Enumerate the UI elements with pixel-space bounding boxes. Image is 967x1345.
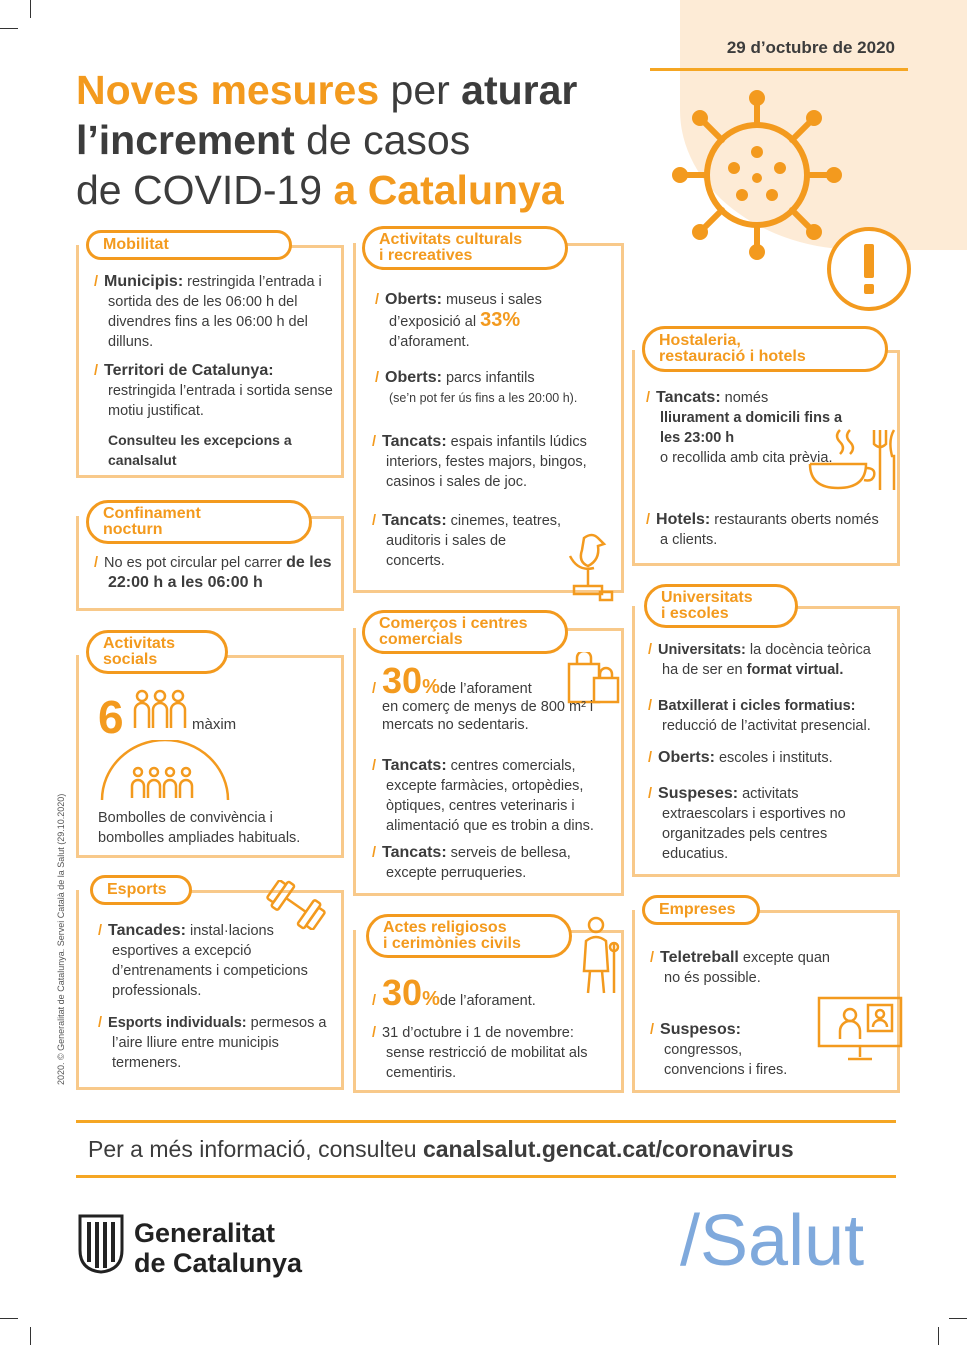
cultura-item-museus: / Oberts: museus i sales d’exposició al 33% d’aforament. [375, 291, 542, 350]
footer-link[interactable]: canalsalut.gencat.cat/coronavirus [422, 1136, 794, 1162]
warning-icon [826, 226, 912, 312]
theater-statue-icon [562, 530, 618, 606]
confinament-heading: Confinament nocturn [86, 500, 312, 544]
cup-cutlery-icon [800, 426, 900, 494]
comerc-item-aforament: / 30%de l’aforament en comerç de menys de 800 m² i mercats no sedentaris. [372, 660, 594, 733]
empreses-item-suspesos: / Suspesos: congressos, convencions i fires. [650, 1021, 788, 1078]
mobilitat-item-territori: / Territori de Catalunya: restringida l’entrada i sortida sense motiu justificat. [94, 362, 333, 419]
footer-divider-bottom [76, 1175, 896, 1178]
religiosos-item-aforament: / 30%de l’aforament. [372, 972, 536, 1013]
footer-info: Per a més informació, consulteu canalsalut.gencat.cat/coronavirus [88, 1136, 794, 1162]
esports-heading: Esports [90, 875, 192, 905]
hostaleria-item-hotels: / Hotels: restaurants oberts només a clients. [646, 511, 879, 548]
confinament-text: / No es pot circular pel carrer de les 22:00 h a les 06:00 h [94, 554, 332, 591]
virus-icon [672, 90, 842, 260]
comerc-item-centres: / Tancats: centres comercials, excepte farmàcies, ortopèdies, òptiques, centres veterinaris i alimentació que es trobin a dins. [372, 757, 594, 834]
universitats-item-oberts: / Oberts: escoles i instituts. [648, 749, 833, 766]
mobilitat-heading: Mobilitat [86, 230, 292, 260]
copyright-credit: 2020. © Generalitat de Catalunya. Servei Català de la Salut (29.10.2020) [56, 793, 66, 1085]
page-title: Noves mesures per aturar l’increment de casos de COVID-19 a Catalunya [76, 67, 578, 213]
bubble-people-icon [100, 740, 230, 802]
video-call-icon [816, 995, 904, 1065]
mobilitat-item-municipis: / Municipis: restringida l’entrada i sortida des de les 06:00 h del divendres fins a les 06:00 h del dilluns. [94, 273, 322, 350]
cultura-item-espais: / Tancats: espais infantils lúdics interiors, festes majors, bingos, casinos i sales de joc. [372, 433, 587, 490]
cultura-item-parcs: / Oberts: parcs infantils (se’n pot fer ús fins a les 20:00 h). [375, 369, 578, 405]
cultura-item-cinemes: / Tancats: cinemes, teatres, auditoris i sales de concerts. [372, 512, 562, 569]
hostaleria-heading: Hostaleria, restauració i hotels [642, 326, 888, 372]
hostaleria-item-tancats: / Tancats: només lliurament a domicili fins a les 23:00 h o recollida amb cita prèvia. [646, 389, 843, 466]
empreses-heading: Empreses [642, 895, 760, 925]
social-max-label: màxim [192, 716, 237, 733]
esports-item-individuals: / Esports individuals: permesos a l’aire lliure entre municipis termeners. [98, 1015, 327, 1071]
date-divider [650, 68, 908, 71]
esports-item-tancades: / Tancades: instal·lacions esportives a excepció d’entrenaments i competicions professionals. [98, 922, 308, 999]
generalitat-logo-text: Generalitat de Catalunya [134, 1218, 303, 1278]
empreses-item-teletreball: / Teletreball excepte quan no és possible. [650, 949, 830, 986]
comerc-heading: Comerços i centres comercials [362, 610, 568, 654]
cultura-heading: Activitats culturals i recreatives [362, 226, 568, 270]
salut-logo: /Salut [680, 1201, 865, 1281]
universitats-heading: Universitats i escoles [644, 584, 798, 628]
religiosos-item-cementiris: / 31 d’octubre i 1 de novembre: sense restricció de mobilitat als cementiris. [372, 1025, 588, 1081]
people-group-icon [132, 688, 188, 732]
socials-heading: Activitats socials [86, 630, 228, 674]
universitats-item-universitats: / Universitats: la docència teòrica ha de ser en format virtual. [648, 642, 871, 678]
comerc-item-bellesa: / Tancats: serveis de bellesa, excepte perruqueries. [372, 844, 571, 881]
universitats-item-suspeses: / Suspeses: activitats extraescolars i esportives no organitzades pels centres educatius. [648, 785, 846, 862]
universitats-item-batxillerat: / Batxillerat i cicles formatius: reducció de l’activitat presencial. [648, 698, 871, 734]
bubbles-text: Bombolles de convivència i bombolles ampliades habituals. [98, 810, 301, 846]
generalitat-logo-icon [78, 1214, 124, 1274]
mobilitat-note: Consulteu les excepcions a canalsalut [108, 432, 292, 468]
religiosos-heading: Actes religiosos i cerimònies civils [366, 914, 572, 958]
date: 29 d’octubre de 2020 [726, 38, 895, 57]
social-max-number: 6 [98, 691, 124, 743]
footer-divider-top [76, 1120, 896, 1123]
